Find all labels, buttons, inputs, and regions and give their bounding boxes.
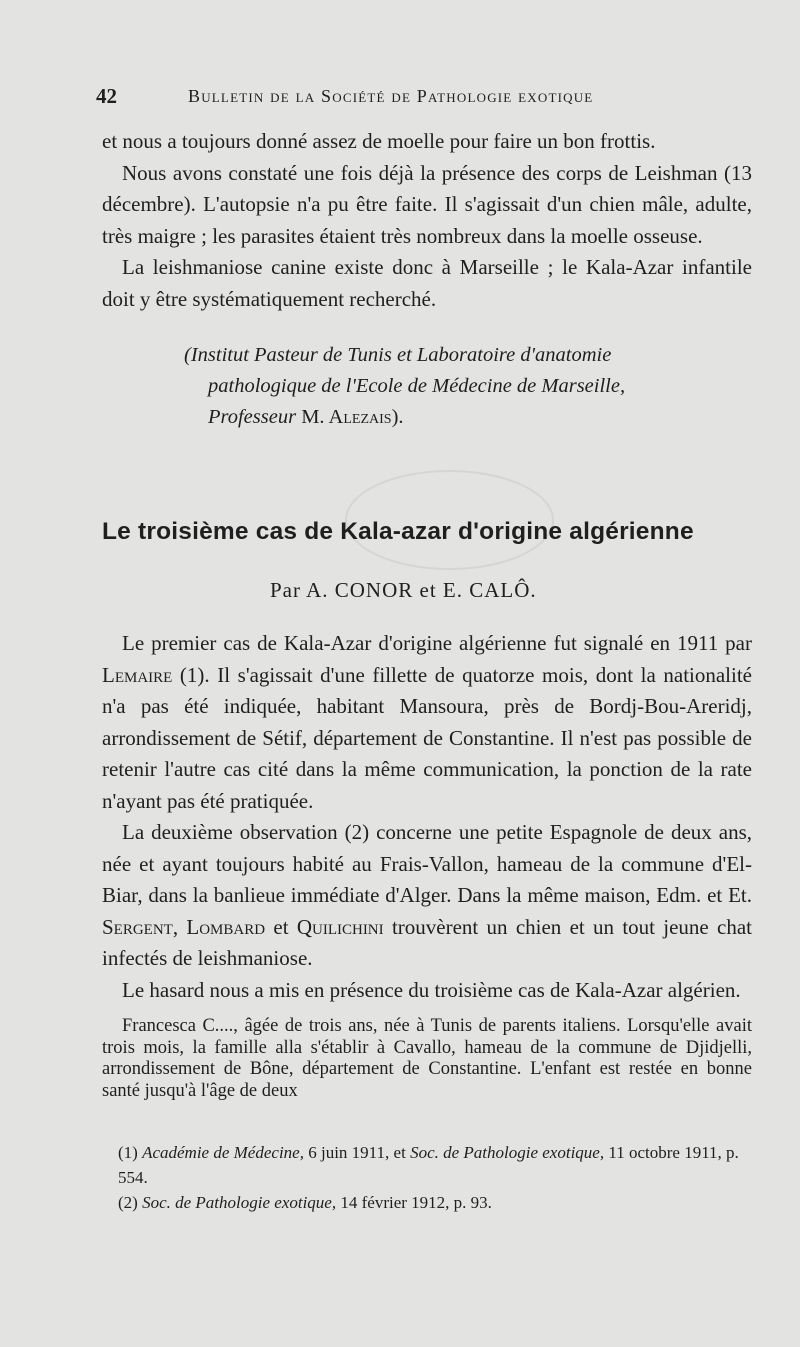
article-body bbox=[102, 628, 752, 1102]
footnote-source: Académie de Médecine, bbox=[142, 1143, 304, 1162]
footnote-source: Soc. de Pathologie exotique, bbox=[410, 1143, 605, 1162]
affiliation-title: Professeur bbox=[208, 406, 297, 428]
affiliation-name: M. Alezais). bbox=[301, 406, 404, 428]
page-number: 42 bbox=[96, 84, 117, 108]
text-run: 6 juin 1911, et bbox=[308, 1143, 406, 1162]
author-name: Sergent bbox=[102, 914, 173, 939]
author-name: Quilichini bbox=[296, 914, 384, 939]
text-run: trouvèrent un chien et un tout jeune chat infectés de leishmaniose. bbox=[102, 914, 753, 970]
paragraph: Le hasard nous a mis en présence du troisième cas de Kala-Azar algérien. bbox=[122, 977, 741, 1002]
affiliation-line bbox=[184, 402, 744, 433]
text-run: La deuxième observation (2) concerne une petite Espagnole de deux ans, née et ayant toujours habité au Frais-Vallon, hameau de la commune d'El-Biar, dans la banlieue immédiate d'Alger. Dans la même maison, Edm. et Et. bbox=[102, 820, 752, 907]
text-run: et bbox=[273, 914, 289, 939]
affiliation-signature bbox=[184, 340, 744, 433]
text-run: , bbox=[172, 914, 179, 939]
footnote-number: (1) bbox=[118, 1143, 138, 1162]
author-name: Lombard bbox=[186, 914, 266, 939]
article-byline: Par A. CONOR et E. CALÔ. bbox=[270, 578, 537, 602]
text-run: (1). Il s'agissait d'une fillette de quatorze mois, dont la nationalité n'a pas été indiquée, habitant Mansoura, près de Bordj-Bou-Areridj, arrondissement de Sétif, département de Constantine. Il n'est pas possible de retenir l'autre cas cité dans la même communication, la ponction de la rate n'ayant pas été pratiquée. bbox=[102, 662, 753, 813]
paragraph bbox=[102, 817, 752, 975]
preceding-article-end bbox=[102, 126, 752, 315]
footnote bbox=[118, 1140, 748, 1190]
text-run: 11 octobre 1911, p. 554. bbox=[118, 1143, 739, 1187]
author-name: Lemaire bbox=[102, 662, 173, 687]
affiliation-line: pathologique de l'Ecole de Médecine de Marseille, bbox=[208, 375, 626, 397]
paragraph: La leishmaniose canine existe donc à Marseille ; le Kala-Azar infantile doit y être systématiquement recherché. bbox=[102, 255, 752, 311]
affiliation-line: (Institut Pasteur de Tunis et Laboratoire d'anatomie bbox=[184, 344, 612, 366]
text-run: 14 février 1912, p. 93. bbox=[340, 1193, 492, 1212]
paragraph: Nous avons constaté une fois déjà la présence des corps de Leishman (13 décembre). L'autopsie n'a pu être faite. Il s'agissait d'un chien mâle, adulte, très maigre ; les parasites étaient très nombreux dans la moelle osseuse. bbox=[102, 160, 752, 248]
paragraph-small: Francesca C...., âgée de trois ans, née à Tunis de parents italiens. Lorsqu'elle avait trois mois, la famille alla s'établir à Cavallo, hameau de la commune de Djidjelli, arrondissement de Bône, département de Constantine. L'enfant est restée en bonne santé jusqu'à l'âge de deux bbox=[102, 1016, 752, 1101]
footnotes bbox=[118, 1140, 748, 1215]
running-title: Bulletin de la Société de Pathologie exotique bbox=[188, 86, 594, 106]
footnote-number: (2) bbox=[118, 1193, 138, 1212]
footnote bbox=[118, 1190, 748, 1215]
footnote-source: Soc. de Pathologie exotique, bbox=[142, 1193, 337, 1212]
page-header bbox=[96, 84, 756, 114]
paragraph: et nous a toujours donné assez de moelle pour faire un bon frottis. bbox=[102, 129, 656, 153]
paragraph bbox=[102, 628, 752, 817]
article-title: Le troisième cas de Kala-azar d'origine algérienne bbox=[102, 518, 694, 545]
text-run: Le premier cas de Kala-Azar d'origine algérienne fut signalé en 1911 par bbox=[122, 631, 752, 655]
